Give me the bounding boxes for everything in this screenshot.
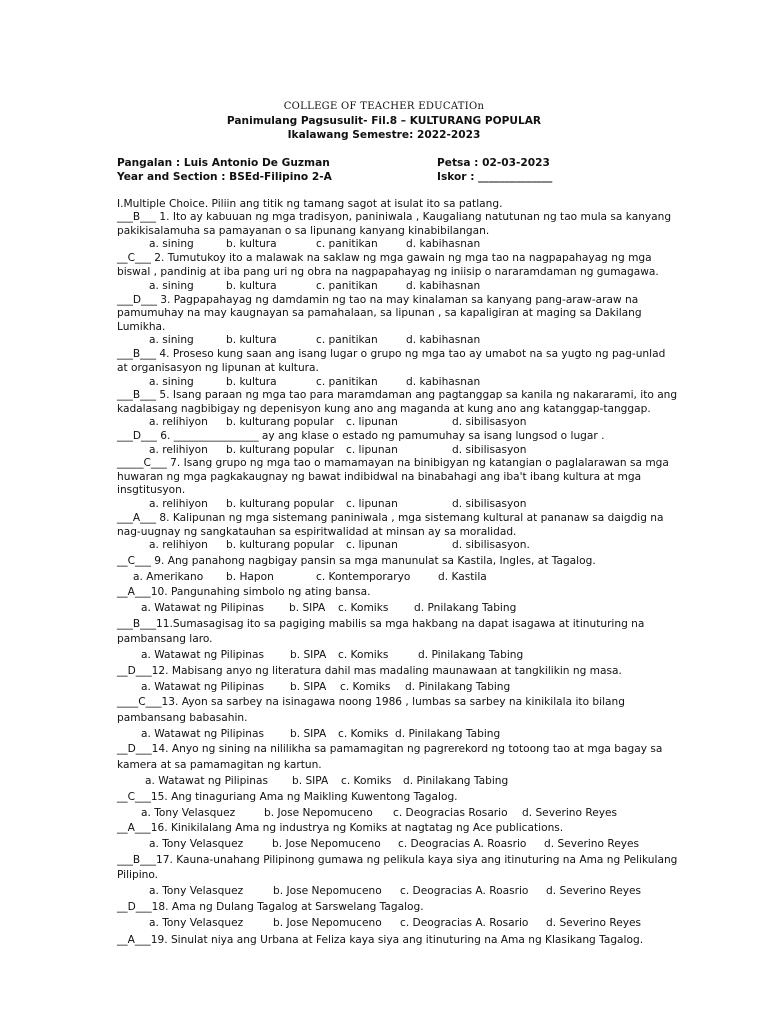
question-5-text: ___B___ 5. Isang paraan ng mga tao para maramdaman ang pagtanggap sa kanila ng nakararami, ito ang (117, 389, 678, 401)
question-17-text-cont: Pilipino. (117, 869, 159, 881)
option-b: b. SIPA (290, 649, 327, 661)
question-15-text: __C___15. Ang tinaguriang Ama ng Maikling Kuwentong Tagalog. (117, 791, 458, 803)
option-a: a. relihiyon (149, 416, 208, 428)
question-4-text-cont: at organisasyon ng lipunan at kultura. (117, 362, 319, 374)
option-a: a. sining (149, 280, 194, 292)
option-d: d. sibilisasyon (452, 416, 527, 428)
option-d: d. Severino Reyes (546, 885, 642, 897)
question-19-text: __A___19. Sinulat niya ang Urbana at Feliza kaya siya ang itinuturing na Ama ng Klasikang Tagalog. (117, 934, 644, 946)
option-b: b. kultura (226, 280, 277, 292)
option-c: c. lipunan (346, 539, 398, 551)
option-c: c. lipunan (346, 416, 398, 428)
option-d: d. Severino Reyes (544, 838, 640, 850)
option-a: a. Tony Velasquez (141, 807, 236, 819)
option-a: a. sining (149, 334, 194, 346)
question-2-text-cont: biswal , pandinig at iba pang uri ng obra na nagpapahayag ng iniisip o nararamdaman ng gumagawa. (117, 266, 659, 278)
option-b: b. Jose Nepomuceno (273, 885, 382, 897)
option-d: d. Pinilakang Tabing (395, 728, 501, 740)
question-11-text-cont: pambansang laro. (117, 633, 213, 645)
question-7-text-cont: huwaran ng mga pagkakaugnay ng bawat indibidwal na binabahagi ang iba't ibang kultura at mga (117, 471, 642, 483)
option-c: c. panitikan (316, 238, 378, 250)
question-7-text-cont2: insgtitusyon. (117, 484, 186, 496)
option-b: b. kultura (226, 334, 277, 346)
semester-line: Ikalawang Semestre: 2022-2023 (287, 129, 481, 141)
option-b: b. Jose Nepomuceno (272, 838, 381, 850)
question-9-text: __C___ 9. Ang panahong nagbigay pansin sa mga manunulat sa Kastila, Ingles, at Tagalog. (117, 555, 596, 567)
exam-date: Petsa : 02-03-2023 (437, 157, 550, 169)
option-b: b. kultura (226, 238, 277, 250)
option-b: b. kulturang popular (226, 444, 334, 456)
option-b: b. kulturang popular (226, 416, 334, 428)
option-b: b. SIPA (292, 775, 329, 787)
option-c: c. panitikan (316, 376, 378, 388)
option-d: d. Pnilakang Tabing (414, 602, 517, 614)
option-a: a. Watawat ng Pilipinas (141, 602, 265, 614)
student-name: Pangalan : Luis Antonio De Guzman (117, 157, 330, 169)
option-a: a. sining (149, 238, 194, 250)
option-a: a. Tony Velasquez (149, 885, 244, 897)
option-a: a. Watawat ng Pilipinas (141, 681, 265, 693)
question-7-text: _____C___ 7. Isang grupo ng mga tao o mamamayan na binibigyan ng katangian o paglalarawan sa mga (117, 457, 669, 469)
option-a: a. Amerikano (133, 571, 204, 583)
question-17-text: ___B___17. Kauna-unahang Pilipinong gumawa ng pelikula kaya siya ang itinuturing na Ama ng Pelikulang (117, 854, 678, 866)
question-14-text: __D___14. Anyo ng sining na nililikha sa pamamagitan ng pagrerekord ng totoong tao at mga bagay sa (117, 743, 663, 755)
option-d: d. sibilisasyon. (452, 539, 530, 551)
question-12-text: __D___12. Mabisang anyo ng literatura dahil mas madaling maunawaan at tangkilikin ng masa. (117, 665, 622, 677)
institution-name: COLLEGE OF TEACHER EDUCATIOn (283, 101, 485, 112)
option-d: d. kabihasnan (406, 334, 481, 346)
option-c: c. Deogracias A. Rosario (400, 917, 529, 929)
year-and-section: Year and Section : BSEd-Filipino 2-A (117, 171, 332, 183)
option-d: d. Pinilakang Tabing (403, 775, 509, 787)
option-b: b. SIPA (290, 728, 327, 740)
option-d: d. kabihasnan (406, 280, 481, 292)
question-16-text: __A___16. Kinikilalang Ama ng industrya ng Komiks at nagtatag ng Ace publications. (117, 822, 564, 834)
option-b: b. kulturang popular (226, 539, 334, 551)
score-field: Iskor : ______________ (437, 171, 553, 183)
option-c: c. lipunan (346, 498, 398, 510)
option-c: c. Komiks (338, 728, 389, 740)
option-b: b. SIPA (289, 602, 326, 614)
question-3-text: ___D___ 3. Pagpapahayag ng damdamin ng tao na may kinalaman sa kanyang pang-araw-araw na (117, 294, 639, 306)
option-a: a. relihiyon (149, 444, 208, 456)
option-a: a. relihiyon (149, 498, 208, 510)
option-c: c. Kontemporaryo (316, 571, 411, 583)
question-1-text-cont: pakikisalamuha sa pamayanan o sa lipunang kanyang kinabibilangan. (117, 225, 490, 237)
option-c: c. panitikan (316, 334, 378, 346)
question-13-text: ____C___13. Ayon sa sarbey na isinagawa noong 1986 , lumbas sa sarbey na kinikilala ito bilang (117, 696, 625, 708)
exam-title: Panimulang Pagsusulit- Fil.8 – KULTURANG POPULAR (226, 115, 542, 127)
option-d: d. Pinilakang Tabing (418, 649, 524, 661)
option-b: b. SIPA (290, 681, 327, 693)
option-d: d. kabihasnan (406, 376, 481, 388)
question-11-text: ___B___11.Sumasagisag ito sa pagiging mabilis sa mga hakbang na dapat isagawa at itinuturing na (117, 618, 645, 630)
option-a: a. sining (149, 376, 194, 388)
question-18-text: __D___18. Ama ng Dulang Tagalog at Sarswelang Tagalog. (117, 901, 424, 913)
option-a: a. Tony Velasquez (149, 838, 244, 850)
option-d: d. sibilisasyon (452, 444, 527, 456)
option-a: a. Tony Velasquez (149, 917, 244, 929)
option-b: b. Hapon (226, 571, 274, 583)
option-a: a. relihiyon (149, 539, 208, 551)
option-d: d. Pinilakang Tabing (405, 681, 511, 693)
option-c: c. Deogracias A. Roasrio (400, 885, 529, 897)
option-a: a. Watawat ng Pilipinas (141, 649, 265, 661)
option-b: b. kultura (226, 376, 277, 388)
question-3-text-cont: pamumuhay na may kaugnayan sa pamahalaan, sa lipunan , sa kapaligiran at maging sa Dakilang (117, 307, 642, 319)
question-1-text: ___B___ 1. Ito ay kabuuan ng mga tradisyon, paniniwala , Kaugaliang natutunan ng tao mula sa kanyang (117, 211, 672, 223)
option-b: b. Jose Nepomuceno (273, 917, 382, 929)
question-4-text: ___B___ 4. Proseso kung saan ang isang lugar o grupo ng mga tao ay umabot na sa yugto ng pag-unlad (117, 348, 666, 360)
instructions: I.Multiple Choice. Piliin ang titik ng tamang sagot at isulat ito sa patlang. (117, 198, 503, 210)
option-c: c. Komiks (338, 602, 389, 614)
option-b: b. kulturang popular (226, 498, 334, 510)
option-d: d. Kastila (438, 571, 487, 583)
question-2-text: __C___ 2. Tumutukoy ito a malawak na saklaw ng mga gawain ng mga tao na nagpapahayag ng mga (117, 252, 652, 264)
question-5-text-cont: kadalasang nagbibigay ng depenisyon kung ano ang maganda at kung ano ang katanggap-tanggap. (117, 403, 651, 415)
option-b: b. Jose Nepomuceno (264, 807, 373, 819)
option-c: c. Komiks (340, 681, 391, 693)
question-8-text: ___A___ 8. Kalipunan ng mga sistemang paniniwala , mga sistemang kultural at pananaw sa daigdig na (117, 512, 664, 524)
option-d: d. kabihasnan (406, 238, 481, 250)
option-c: c. Deogracias A. Roasrio (398, 838, 527, 850)
option-c: c. Komiks (338, 649, 389, 661)
question-13-text-cont: pambansang babasahin. (117, 712, 248, 724)
option-c: c. Deogracias Rosario (393, 807, 508, 819)
question-8-text-cont: nag-uugnay ng sangkatauhan sa espiritwalidad at minsan ay sa moralidad. (117, 526, 517, 538)
option-d: d. Severino Reyes (522, 807, 618, 819)
option-d: d. Severino Reyes (546, 917, 642, 929)
option-d: d. sibilisasyon (452, 498, 527, 510)
question-14-text-cont: kamera at sa pamamagitan ng kartun. (117, 759, 322, 771)
option-c: c. Komiks (341, 775, 392, 787)
option-a: a. Watawat ng Pilipinas (141, 728, 265, 740)
question-10-text: __A___10. Pangunahing simbolo ng ating bansa. (117, 586, 371, 598)
question-6-text: ___D___ 6. ________________ ay ang klase o estado ng pamumuhay sa isang lungsod o lugar . (117, 430, 605, 442)
option-a: a. Watawat ng Pilipinas (145, 775, 269, 787)
question-3-text-cont2: Lumikha. (117, 321, 166, 333)
option-c: c. lipunan (346, 444, 398, 456)
option-c: c. panitikan (316, 280, 378, 292)
